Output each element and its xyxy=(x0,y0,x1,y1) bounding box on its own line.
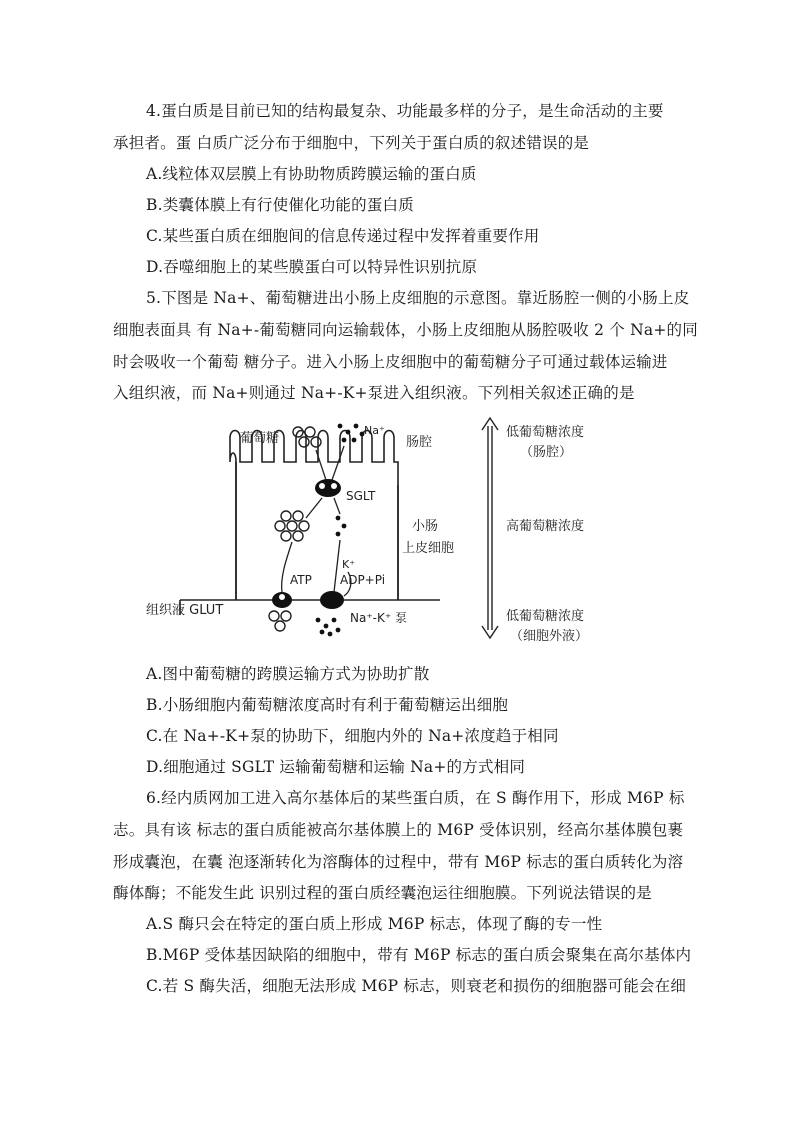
label-high: 高葡萄糖浓度 xyxy=(506,519,585,534)
label-lumen: 肠腔 xyxy=(406,435,433,450)
q4-option-c: C.某些蛋白质在细胞间的信息传递过程中发挥着重要作用 xyxy=(146,227,540,245)
label-na: Na⁺ xyxy=(364,424,385,437)
q5-stem-line-1: 5.下图是 Na+、葡萄糖进出小肠上皮细胞的示意图。靠近肠腔一侧的小肠上皮 xyxy=(146,289,690,307)
label-k: K⁺ xyxy=(342,558,356,571)
label-low-top-2: （肠腔） xyxy=(520,445,573,460)
label-cell-1: 小肠 xyxy=(412,519,439,534)
q5-option-b: B.小肠细胞内葡萄糖浓度高时有利于葡萄糖运出细胞 xyxy=(146,696,509,714)
label-low-bot-1: 低葡萄糖浓度 xyxy=(506,609,585,624)
q6-stem-line-3: 形成囊泡，在囊 泡逐渐转化为溶酶体的过程中，带有 M6P 标志的蛋白质转化为溶 xyxy=(113,853,684,871)
na-cell xyxy=(336,516,347,537)
na-k-pump xyxy=(320,591,344,609)
q6-option-c: C.若 S 酶失活，细胞无法形成 M6P 标志，则衰老和损伤的细胞器可能会在细 xyxy=(146,977,687,995)
glucose-lumen xyxy=(293,427,321,447)
label-low-bot-2: （细胞外液） xyxy=(510,629,589,644)
glucose-transport-diagram xyxy=(140,410,660,648)
sglt-transporter xyxy=(315,479,341,497)
q6-stem-line-2: 志。具有该 标志的蛋白质能被高尔基体膜上的 M6P 受体识别，经高尔基体膜包裹 xyxy=(113,821,684,839)
q5-option-d: D.细胞通过 SGLT 运输葡萄糖和运输 Na+的方式相同 xyxy=(146,758,526,776)
q6-stem-line-4: 酶体酶；不能发生此 识别过程的蛋白质经囊泡运往细胞膜。下列说法错误的是 xyxy=(113,884,652,902)
label-sglt: SGLT xyxy=(346,489,376,503)
q5-stem-line-4: 入组织液，而 Na+则通过 Na+-K+泵进入组织液。下列相关叙述正确的是 xyxy=(113,384,635,402)
glut-transporter xyxy=(272,592,292,608)
q4-option-b: B.类囊体膜上有行使催化功能的蛋白质 xyxy=(146,196,414,214)
na-tissue xyxy=(316,618,341,637)
label-adp: ADP+Pi xyxy=(340,573,386,587)
q5-stem-line-3: 时会吸收一个葡萄 糖分子。进入小肠上皮细胞中的葡萄糖分子可通过载体运输进 xyxy=(113,353,668,371)
q4-option-d: D.吞噬细胞上的某些膜蛋白可以特异性识别抗原 xyxy=(146,258,478,276)
label-pump: Na⁺-K⁺ 泵 xyxy=(350,611,408,625)
label-low-top-1: 低葡萄糖浓度 xyxy=(506,425,585,440)
label-cell-2: 上皮细胞 xyxy=(402,541,455,556)
q5-option-a: A.图中葡萄糖的跨膜运输方式为协助扩散 xyxy=(146,665,430,683)
label-atp: ATP xyxy=(290,573,312,587)
q6-option-b: B.M6P 受体基因缺陷的细胞中，带有 M6P 标志的蛋白质会聚集在高尔基体内 xyxy=(146,946,692,964)
q6-option-a: A.S 酶只会在特定的蛋白质上形成 M6P 标志，体现了酶的专一性 xyxy=(146,915,603,933)
q4-stem-line-1: 4.蛋白质是目前已知的结构最复杂、功能最多样的分子，是生命活动的主要 xyxy=(146,102,664,120)
q5-option-c: C.在 Na+-K+泵的协助下，细胞内外的 Na+浓度趋于相同 xyxy=(146,727,559,745)
q4-stem-line-2: 承担者。蛋 白质广泛分布于细胞中，下列关于蛋白质的叙述错误的是 xyxy=(113,134,590,152)
label-tissue: 组织液 GLUT xyxy=(146,603,224,618)
label-glucose: 葡萄糖 xyxy=(240,431,280,446)
q6-stem-line-1: 6.经内质网加工进入高尔基体后的某些蛋白质，在 S 酶作用下，形成 M6P 标 xyxy=(146,789,685,807)
glucose-cell xyxy=(275,511,309,541)
q4-option-a: A.线粒体双层膜上有协助物质跨膜运输的蛋白质 xyxy=(146,165,477,183)
gradient-arrow xyxy=(482,418,498,638)
q5-stem-line-2: 细胞表面具 有 Na+-葡萄糖同向运输载体，小肠上皮细胞从肠腔吸收 2 个 Na+的同 xyxy=(113,321,698,339)
glucose-tissue xyxy=(269,611,291,631)
